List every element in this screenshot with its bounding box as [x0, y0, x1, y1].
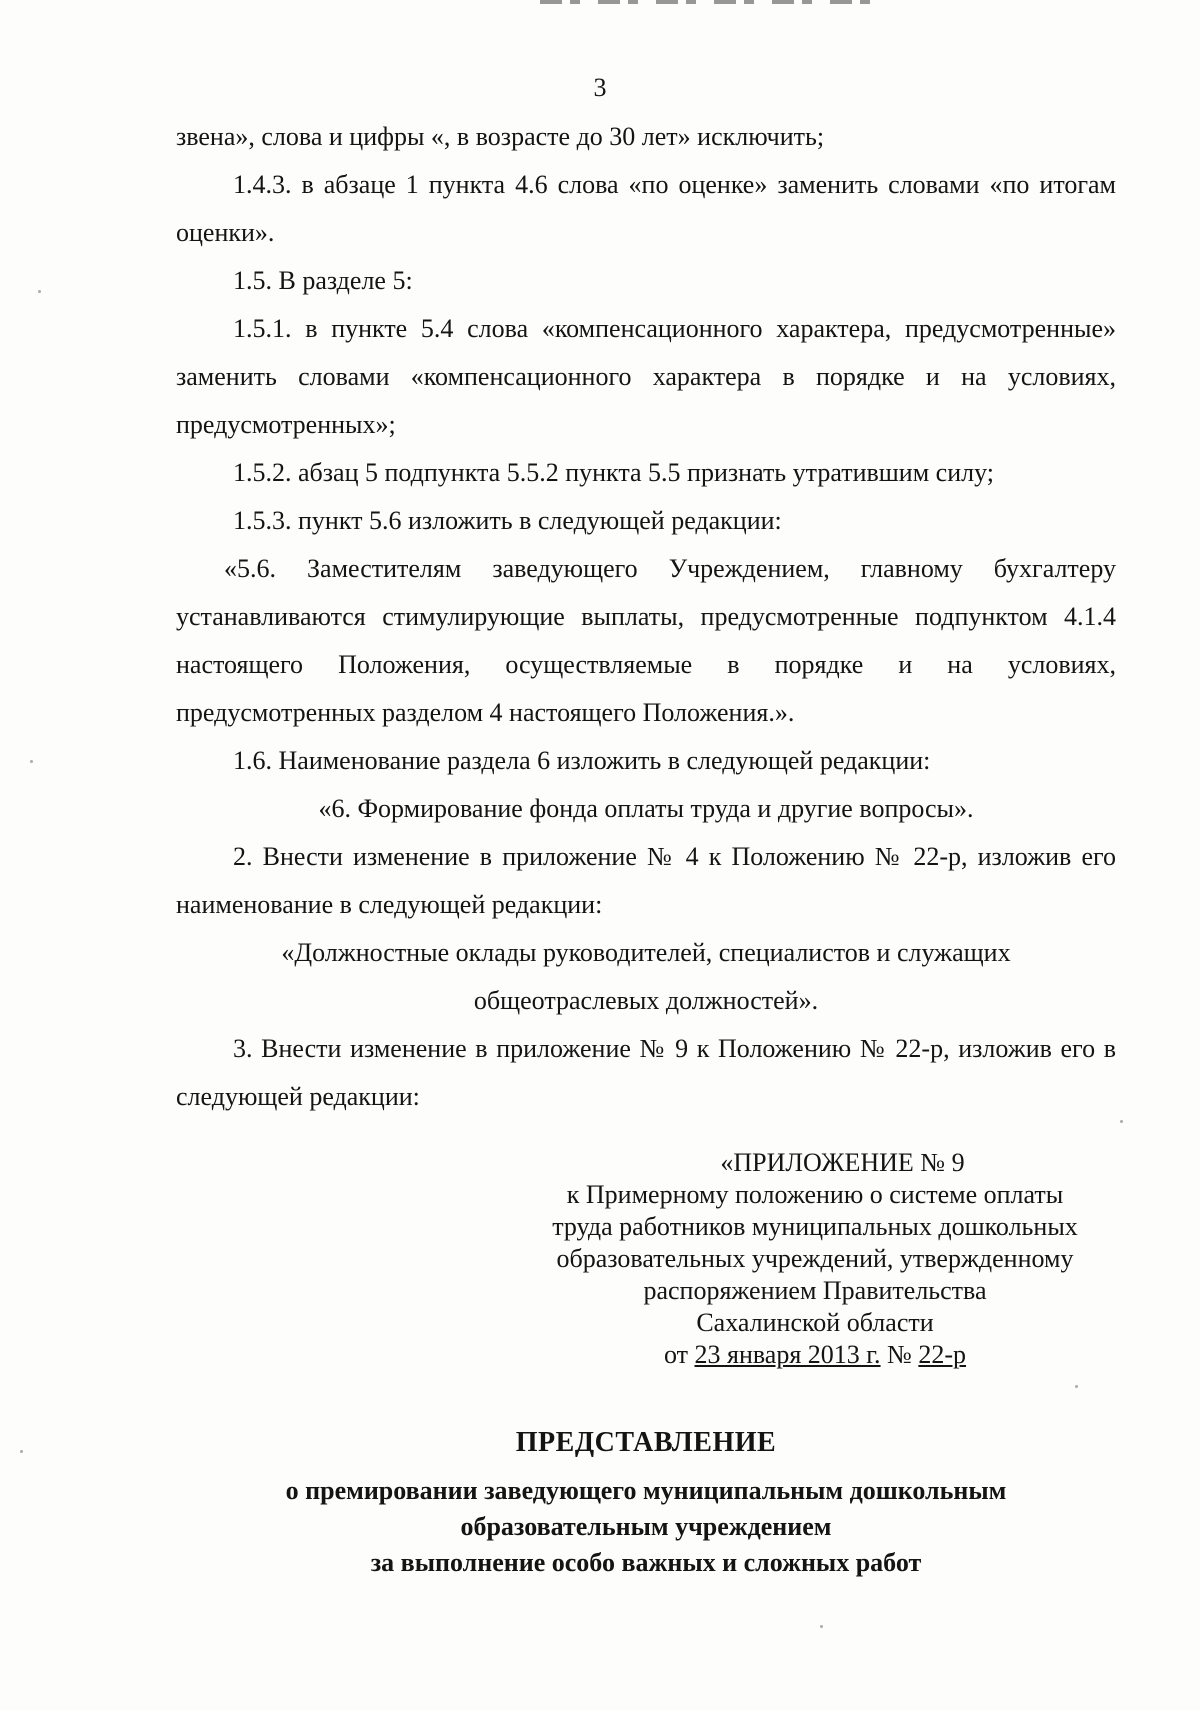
scan-speck [30, 760, 33, 763]
document-body [176, 113, 1116, 1121]
scan-speck [820, 1625, 823, 1628]
paragraph: 1.5. В разделе 5: [233, 266, 413, 295]
scan-speck [20, 1450, 23, 1453]
page-number: 3 [593, 73, 607, 102]
quoted-appendix-name-line: «Должностные оклады руководителей, специалистов и служащих [281, 938, 1011, 967]
heading-line: за выполнение особо важных и сложных работ [370, 1548, 922, 1577]
paragraph: 1.5.2. абзац 5 подпункта 5.5.2 пункта 5.5 признать утратившим силу; [233, 458, 994, 487]
appendix-line: труда работников муниципальных дошкольных [552, 1212, 1078, 1241]
heading-line: образовательным учреждением [460, 1512, 832, 1541]
appendix-line: Сахалинской области [696, 1308, 934, 1337]
appendix-date-line [500, 1339, 1130, 1371]
heading-line: о премировании заведующего муниципальным дошкольным [285, 1476, 1007, 1505]
representation-heading [176, 1425, 1116, 1581]
appendix-line: к Примерному положению о системе оплаты [566, 1180, 1064, 1209]
paragraph: 3. Внести изменение в приложение № 9 к Положению № 22-р, изложив его в следующей редакции: [176, 1034, 1116, 1111]
scan-artifact [540, 0, 880, 4]
appendix-date: 23 января 2013 г. [694, 1340, 881, 1369]
scan-speck [1120, 1120, 1123, 1123]
quoted-section-title: «6. Формирование фонда оплаты труда и другие вопросы». [318, 794, 974, 823]
paragraph: 1.4.3. в абзаце 1 пункта 4.6 слова «по оценке» заменить словами «по итогам оценки». [176, 170, 1116, 247]
paragraph: 1.5.1. в пункте 5.4 слова «компенсационного характера, предусмотренные» заменить словами «компенсационного характера в порядке и на условиях, предусмотренных»; [176, 314, 1116, 439]
paragraph: 2. Внести изменение в приложение № 4 к Положению № 22-р, изложив его наименование в следующей редакции: [176, 842, 1116, 919]
scan-speck [38, 290, 41, 293]
quoted-appendix-name-line: общеотраслевых должностей». [473, 986, 819, 1015]
appendix-title: «ПРИЛОЖЕНИЕ № 9 [720, 1148, 965, 1177]
appendix-signature-block [500, 1147, 1130, 1371]
quoted-paragraph: «5.6. Заместителям заведующего Учреждением, главному бухгалтеру устанавливаются стимулирующие выплаты, предусмотренные подпунктом 4.1.4 настоящего Положения, осуществляемые в порядке и на условиях, предусмотренных разделом 4 настоящего Положения.». [176, 554, 1116, 727]
scan-speck [1075, 1385, 1078, 1388]
number-prefix: № [880, 1340, 919, 1369]
heading-title: ПРЕДСТАВЛЕНИЕ [515, 1427, 777, 1458]
paragraph: 1.6. Наименование раздела 6 изложить в следующей редакции: [233, 746, 931, 775]
appendix-number: 22-р [918, 1340, 967, 1369]
paragraph: звена», слова и цифры «, в возрасте до 30 лет» исключить; [176, 122, 825, 151]
paragraph: 1.5.3. пункт 5.6 изложить в следующей редакции: [233, 506, 782, 535]
appendix-line: образовательных учреждений, утвержденному [556, 1244, 1074, 1273]
date-prefix: от [663, 1340, 695, 1369]
appendix-line: распоряжением Правительства [643, 1276, 987, 1305]
